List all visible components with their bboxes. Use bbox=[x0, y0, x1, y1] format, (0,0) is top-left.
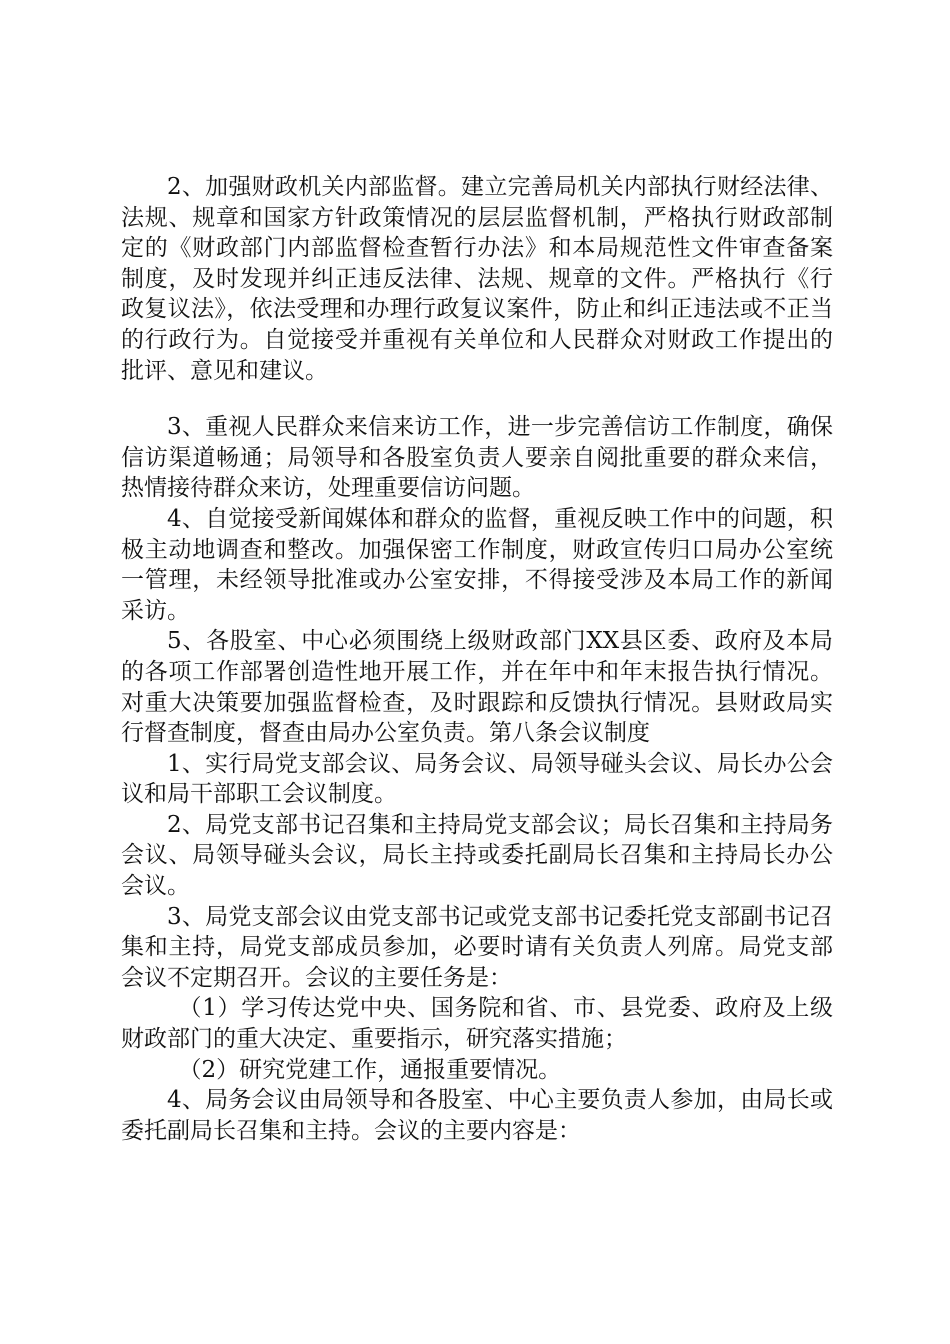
paragraph-internal-supervision: 2、加强财政机关内部监督。建立完善局机关内部执行财经法律、法规、规章和国家方针政策情况的层层监督机制，严格执行财政部制定的《财政部门内部监督检查暂行办法》和本局规范性文件审查备案制度，及时发现并纠正违反法律、法规、规章的文件。严格执行《行政复议法》，依法受理和办理行政复议案件，防止和纠正违法或不正当的行政行为。自觉接受并重视有关单位和人民群众对财政工作提出的批评、意见和建议。 bbox=[121, 174, 833, 384]
paragraph-party-branch-meeting: 3、局党支部会议由党支部书记或党支部书记委托党支部副书记召集和主持，局党支部成员参加，必要时请有关负责人列席。局党支部会议不定期召开。会议的主要任务是： bbox=[121, 903, 833, 991]
paragraph-letters-visits: 3、重视人民群众来信来访工作，进一步完善信访工作制度，确保信访渠道畅通；局领导和各股室负责人要亲自阅批重要的群众来信，热情接待群众来访，处理重要信访问题。 bbox=[121, 414, 833, 502]
paragraph-task-1: （1）学习传达党中央、国务院和省、市、县党委、政府及上级财政部门的重大决定、重要指示，研究落实措施； bbox=[121, 995, 833, 1053]
document-body bbox=[121, 172, 833, 1146]
paragraph-work-deployment: 5、各股室、中心必须围绕上级财政部门XX县区委、政府及本局的各项工作部署创造性地开展工作，并在年中和年末报告执行情况。对重大决策要加强监督检查，及时跟踪和反馈执行情况。县财政局实行督查制度，督查由局办公室负责。第八条会议制度 bbox=[121, 628, 833, 747]
paragraph-bureau-affairs-meeting: 4、局务会议由局领导和各股室、中心主要负责人参加，由局长或委托副局长召集和主持。会议的主要内容是： bbox=[121, 1087, 833, 1144]
paragraph-meeting-system: 1、实行局党支部会议、局务会议、局领导碰头会议、局长办公会议和局干部职工会议制度。 bbox=[121, 750, 833, 808]
paragraph-meeting-hosts: 2、局党支部书记召集和主持局党支部会议；局长召集和主持局务会议、局领导碰头会议，局长主持或委托副局长召集和主持局长办公会议。 bbox=[121, 811, 833, 900]
paragraph-task-2: （2）研究党建工作，通报重要情况。 bbox=[178, 1056, 562, 1083]
paragraph-media-supervision: 4、自觉接受新闻媒体和群众的监督，重视反映工作中的问题，积极主动地调查和整改。加强保密工作制度，财政宣传归口局办公室统一管理，未经领导批准或办公室安排，不得接受涉及本局工作的新闻采访。 bbox=[121, 505, 833, 624]
